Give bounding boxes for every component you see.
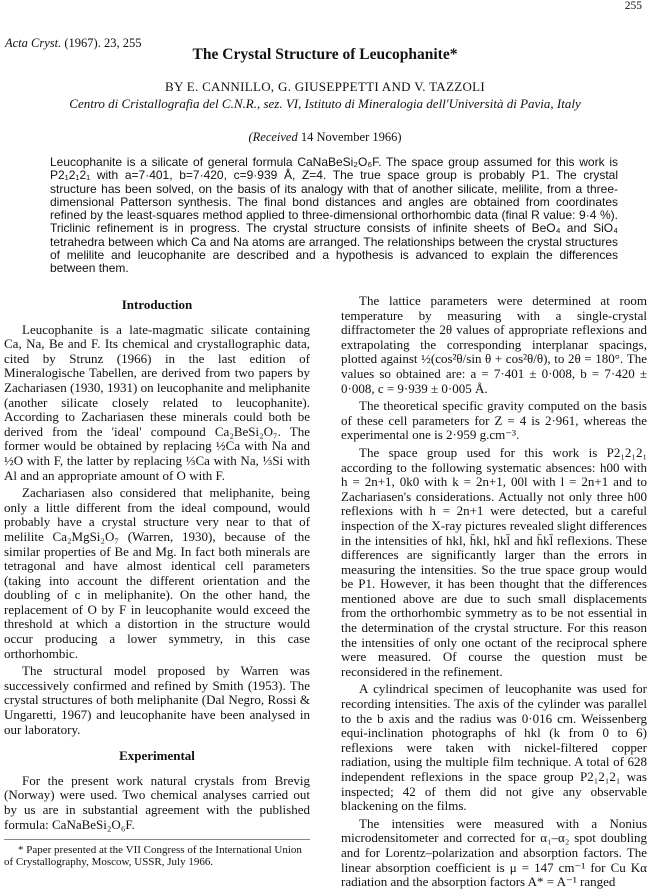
body-paragraph: A cylindrical specimen of leucophanite was used for recording intensities. The axis of the cylinder was parallel to the b axis and the radius was 0·016 cm. Weissenberg equi-inclination photographs of hkl (k from 0 to 6) reflexions were taken with nickel-filtered copper radiation, using the multiple film technique. A total of 628 independent reflexions in the space group P2₁2₁2₁ was inspected; 42 of them did not give any observable blackening on the films. (341, 681, 647, 814)
page-number: 255 (624, 0, 642, 12)
body-paragraph: The intensities were measured with a Nonius microdensitometer and corrected for α₁–α₂ spot doubling and for Lorentz–polarization and absorption factors. The linear absorption coefficient is μ = 147 cm⁻¹ for Cu Kα radiation and the absorption factors A* = A⁻¹ ranged (341, 815, 647, 890)
intro-paragraph: Zachariasen also considered that meliphanite, being only a little different from the ideal compound, would probably have a crystal structure very near to that of melilite Ca₂MgSi₂O₇ (Warren, 1930), because of the similar properties of Be and Mg. In fact both minerals are tetragonal and have almost identical cell parameters (taking into account the different orientation and the doubling of c in meliphanite). On the other hand, the replacement of O by F in leucophanite would exceed the threshold at which a distortion in the structure would occur producing a lower symmetry, in this case orthorhombic. (4, 485, 310, 661)
intro-paragraph: The structural model proposed by Warren was successively confirmed and refined by Smith (1953). The crystal structures of both meliphanite (Dal Negro, Rossi & Ungaretti, 1967) and leucophanite have been analysed in our laboratory. (4, 663, 310, 737)
journal-page: 255 (122, 36, 142, 50)
paper-title: The Crystal Structure of Leucophanite* (192, 46, 458, 63)
authors: BY E. CANNILLO, G. GIUSEPPETTI AND V. TAZZOLI (165, 79, 485, 94)
right-column (341, 294, 647, 893)
body-paragraph: The theoretical specific gravity computed on the basis of these cell parameters for Z = 4 is 2·961, whereas the experimental one is 2·959 g.cm⁻³. (341, 398, 647, 443)
abstract-text: Leucophanite is a silicate of general formula CaNaBeSi₂O₆F. The space group assumed for this work is P2₁2₁2₁ with a=7·401, b=7·420, c=9·939 Å, Z=4. The true space group is probably P1. The crystal structure has been solved, on the basis of its analogy with that of another silicate, melilite, from a three-dimensional Patterson synthesis. The final bond distances and angles are obtained from coordinates refined by the least-squares method applied to three-dimensional orthorhombic data (final R value: 9·4 %). Triclinic refinement is in progress. The crystal structure consists of infinite sheets of BeO₄ and SiO₄ tetrahedra between which Ca and Na atoms are arranged. The relationships between the crystal structures of melilite and leucophanite are described and a hypothesis is advanced to explain the differences between them. (50, 155, 618, 276)
affiliation: Centro di Cristallografia del C.N.R., sez. VI, Istituto di Mineralogia dell'Università di Pavia, Italy (69, 96, 581, 111)
left-column (4, 298, 310, 835)
intro-paragraph: Leucophanite is a late-magmatic silicate containing Ca, Na, Be and F. Its chemical and crystallographic data, cited by Strunz (1966) in the last edition of Mineralogische Tabellen, are derived from two papers by Zachariasen (1930, 1931) on leucophanite and meliphanite (another silicate closely related to leucophanite). According to Zachariasen these minerals could both be derived from the 'ideal' compound Ca₂BeSi₂O₇. The former would be obtained by replacing ½Ca with Na and ½O with F, the latter by replacing ⅓Ca with Na, ⅓Si with Al and an appropriate amount of O with F. (4, 321, 310, 483)
journal-volume: 23, (103, 36, 120, 50)
experimental-paragraph: For the present work natural crystals from Brevig (Norway) were used. Two chemical analyses carried out by us are in substantial agreement with the published formula: CaNaBeSi₂O₆F. (4, 772, 310, 832)
received-label: (Received (248, 130, 298, 144)
body-paragraph: The lattice parameters were determined at room temperature by measuring with a single-crystal diffractometer the 2θ values of appropriate reflexions and extrapolating the corresponding interplanar spacings, plotted against ½(cos²θ/sin θ + cos²θ/θ), to 2θ = 180°. The values so obtained are: a = 7·401 ± 0·008, b = 7·420 ± 0·008, c = 9·939 ± 0·005 Å. (341, 293, 647, 396)
journal-name: Acta Cryst. (5, 36, 62, 50)
received-value: 14 November 1966) (300, 130, 402, 144)
abstract (50, 156, 618, 276)
journal-year: (1967). (64, 36, 101, 50)
experimental-heading: Experimental (119, 748, 195, 764)
received-date (0, 130, 650, 145)
footnote (4, 839, 310, 868)
body-paragraph: The space group used for this work is P2₁2₁2₁ according to the following systematic absences: h00 with h = 2n+1, 0k0 with k = 2n+1, 00l with l = 2n+1 and to Zachariasen's considerations. Actually not only three h00 reflexions with h = 2n+1 were detected, but a careful inspection of the X-ray pictures revealed slight differences in the intensities of hkl, h̄kl, hkl̄ and h̄kl̄ reflexions. These differences are significantly larger than the errors in measuring the intensities. So the true space group would be P1. However, it has been thought that the differences mentioned above are due to such small displacements from the orthorhombic symmetry as to be not essential in the determination of the crystal structure. For this reason the intensities of only one octant of the reciprocal sphere were measured. Of course the question must be reconsidered in the refinement. (341, 444, 647, 679)
footnote-text: * Paper presented at the VII Congress of the International Union of Crystallography, Moscow, USSR, July 1966. (4, 844, 302, 868)
introduction-heading: Introduction (121, 297, 193, 312)
